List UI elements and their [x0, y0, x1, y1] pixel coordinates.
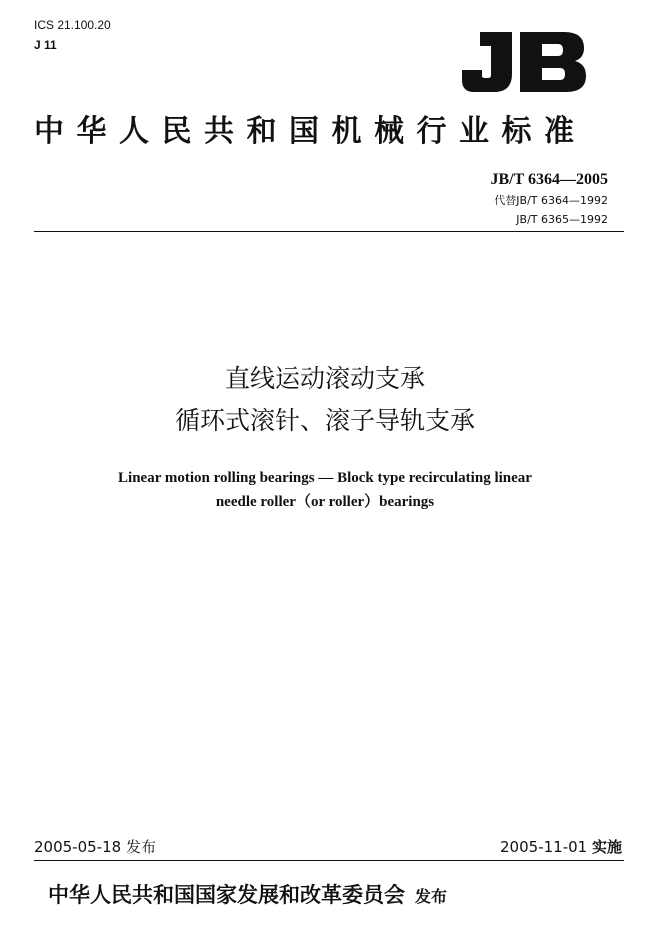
issuing-authority — [48, 880, 447, 912]
jb-logo-graphic — [460, 26, 590, 96]
issuer-suffix: 发布 — [415, 887, 448, 906]
top-divider — [34, 231, 624, 232]
issuer-name: 中华人民共和国国家发展和改革委员会 — [48, 883, 405, 907]
jb-logo — [460, 26, 590, 96]
english-title-line-2: needle roller（or roller）bearings — [215, 494, 435, 510]
replaces-standard-1: 代替JB/T 6364—1992 — [494, 194, 608, 207]
replaces-standard-2: JB/T 6365—1992 — [516, 213, 608, 226]
ics-code: ICS 21.100.20 — [34, 18, 111, 32]
chinese-title-line-2: 循环式滚针、滚子导轨支承 — [174, 406, 475, 435]
standard-number: JB/T 6364—2005 — [490, 171, 608, 188]
implementation-date-value: 2005-11-01 — [500, 838, 588, 856]
implementation-date — [500, 837, 622, 857]
english-title-line-1: Linear motion rolling bearings — Block type recirculating linear — [118, 470, 532, 486]
chinese-title-line-1: 直线运动滚动支承 — [224, 364, 425, 393]
implementation-label: 实施 — [591, 838, 622, 856]
bottom-divider — [34, 860, 624, 861]
ccs-code: J 11 — [34, 38, 57, 52]
standard-category-title: 中华人民共和国机械行业标准 — [34, 114, 587, 149]
issue-date: 2005-05-18 发布 — [34, 838, 156, 856]
